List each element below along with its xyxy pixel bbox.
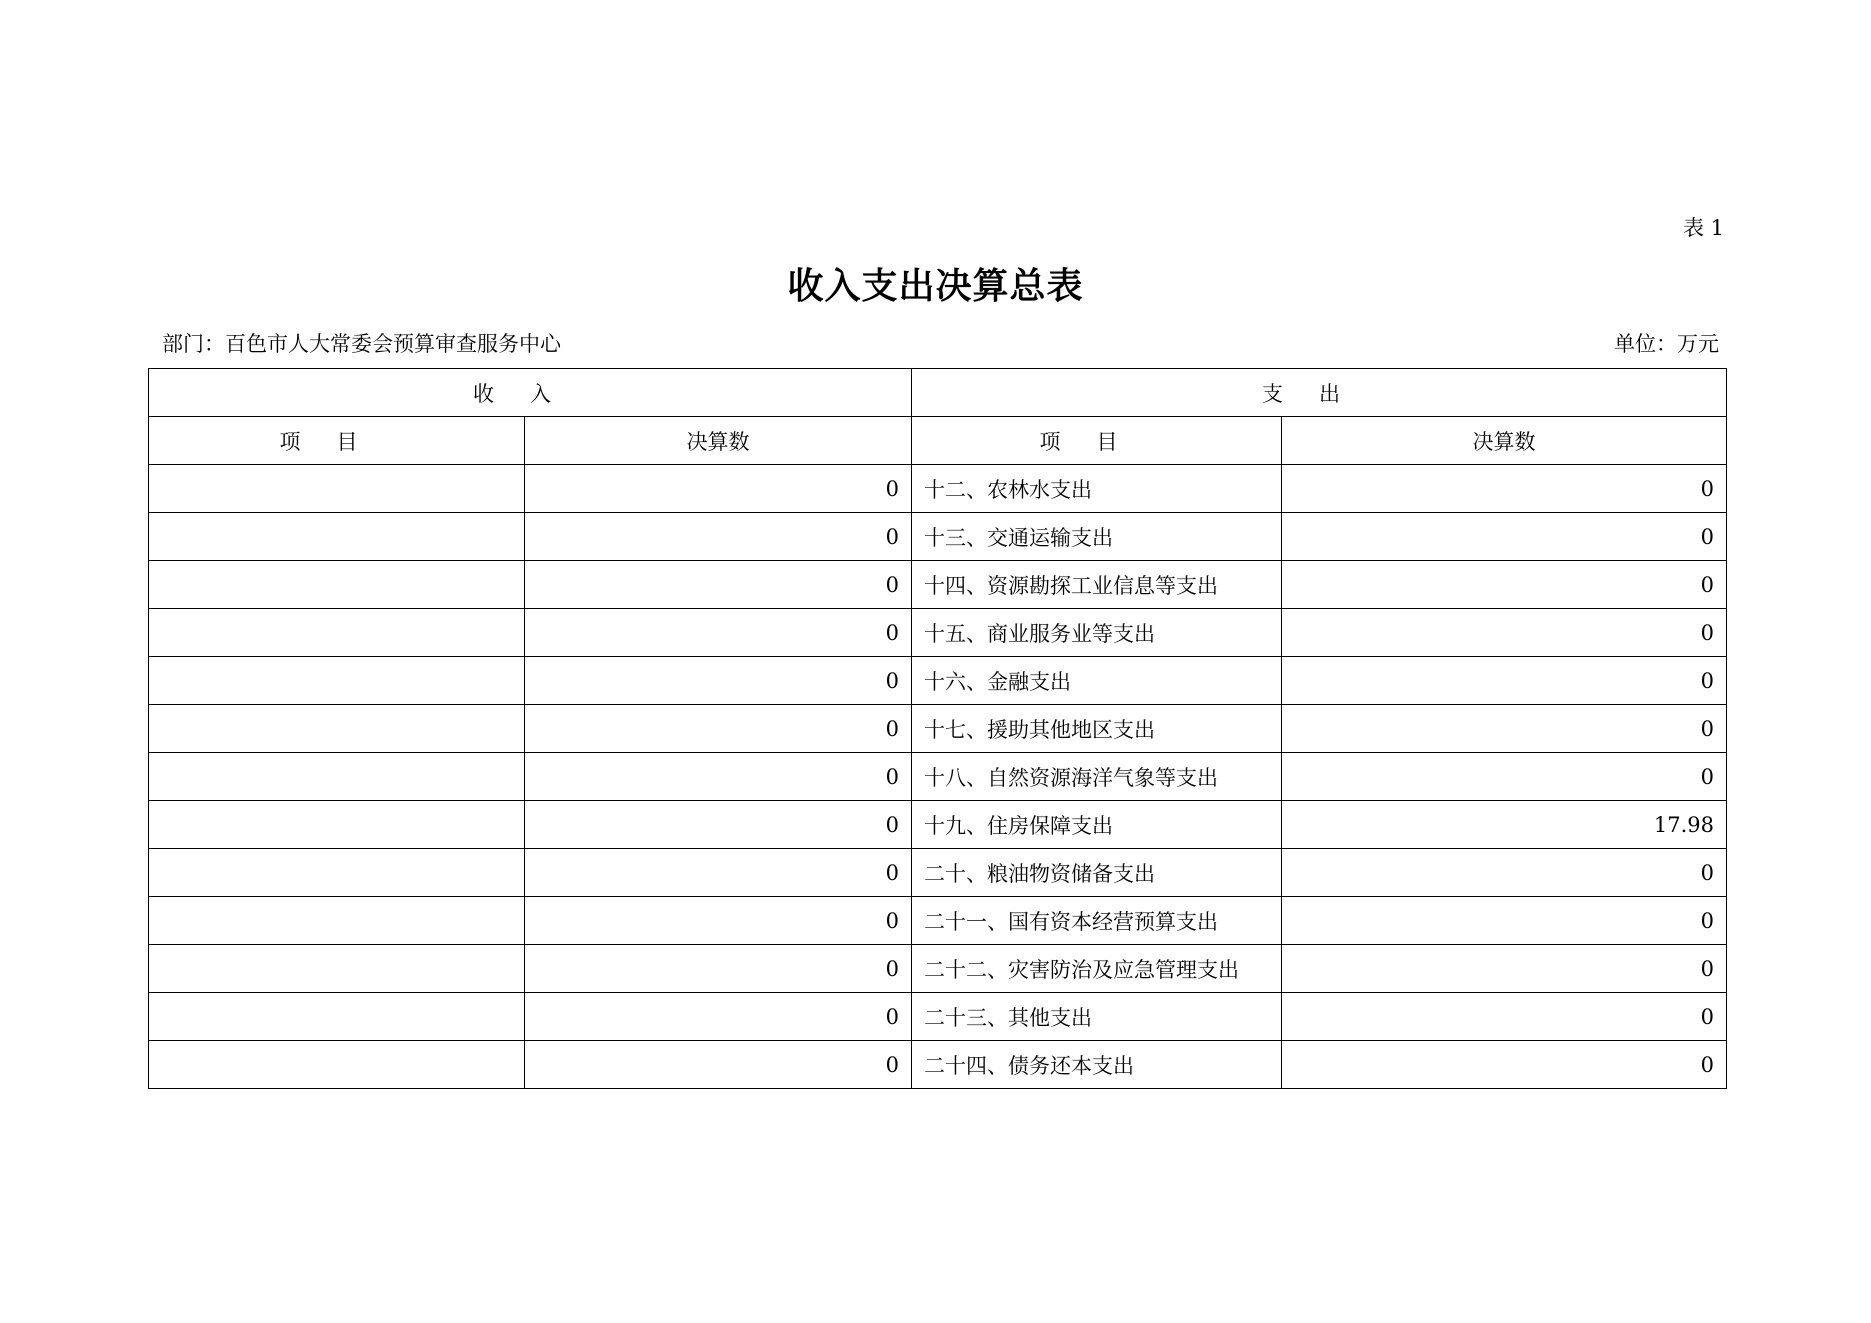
income-amount-cell: 0: [525, 801, 912, 849]
expense-amount-cell: 0: [1282, 609, 1727, 657]
income-item-cell: [149, 465, 525, 513]
income-amount-cell: 0: [525, 609, 912, 657]
expense-item-cell: 二十、粮油物资储备支出: [912, 849, 1282, 897]
income-item-cell: [149, 609, 525, 657]
income-item-cell: [149, 945, 525, 993]
income-item-cell: [149, 849, 525, 897]
income-item-cell: [149, 513, 525, 561]
table-row: [149, 897, 1727, 945]
expense-group-header: 支出: [912, 369, 1727, 417]
table-row: [149, 801, 1727, 849]
department-label: 部门：百色市人大常委会预算审查服务中心: [162, 332, 561, 356]
income-item-cell: [149, 801, 525, 849]
income-amount-cell: 0: [525, 561, 912, 609]
income-amount-cell: 0: [525, 513, 912, 561]
income-amount-cell: 0: [525, 753, 912, 801]
expense-amount-cell: 0: [1282, 993, 1727, 1041]
expense-amount-cell: 0: [1282, 513, 1727, 561]
table-row: [149, 849, 1727, 897]
expense-item-cell: 十四、资源勘探工业信息等支出: [912, 561, 1282, 609]
income-item-cell: [149, 561, 525, 609]
expense-amount-cell: 0: [1282, 945, 1727, 993]
income-amount-cell: 0: [525, 465, 912, 513]
expense-item-cell: 十二、农林水支出: [912, 465, 1282, 513]
income-amount-cell: 0: [525, 849, 912, 897]
income-amount-cell: 0: [525, 657, 912, 705]
income-item-cell: [149, 753, 525, 801]
table-row: [149, 1041, 1727, 1089]
table-row: [149, 561, 1727, 609]
income-amount-header: 决算数: [525, 417, 912, 465]
expense-amount-cell: 0: [1282, 849, 1727, 897]
expense-item-cell: 十三、交通运输支出: [912, 513, 1282, 561]
expense-amount-cell: 0: [1282, 753, 1727, 801]
expense-amount-cell: 0: [1282, 897, 1727, 945]
table-number: 表 1: [1682, 216, 1724, 240]
expense-item-cell: 二十一、国有资本经营预算支出: [912, 897, 1282, 945]
table-row: [149, 609, 1727, 657]
expense-item-cell: 二十四、债务还本支出: [912, 1041, 1282, 1089]
expense-item-cell: 二十二、灾害防治及应急管理支出: [912, 945, 1282, 993]
budget-summary-table: [148, 368, 1727, 1089]
income-item-header: 项目: [149, 417, 525, 465]
table-row: [149, 753, 1727, 801]
income-amount-cell: 0: [525, 993, 912, 1041]
table-row: [149, 705, 1727, 753]
income-item-cell: [149, 1041, 525, 1089]
income-amount-cell: 0: [525, 705, 912, 753]
expense-item-cell: 二十三、其他支出: [912, 993, 1282, 1041]
column-header-row: [149, 417, 1727, 465]
table-row: [149, 945, 1727, 993]
table-row: [149, 657, 1727, 705]
expense-amount-cell: 0: [1282, 1041, 1727, 1089]
expense-item-cell: 十七、援助其他地区支出: [912, 705, 1282, 753]
expense-item-header: 项目: [912, 417, 1282, 465]
table-row: [149, 993, 1727, 1041]
unit-label: 单位：万元: [1614, 332, 1719, 356]
expense-item-cell: 十六、金融支出: [912, 657, 1282, 705]
income-item-cell: [149, 993, 525, 1041]
expense-item-cell: 十八、自然资源海洋气象等支出: [912, 753, 1282, 801]
expense-item-cell: 十五、商业服务业等支出: [912, 609, 1282, 657]
expense-item-cell: 十九、住房保障支出: [912, 801, 1282, 849]
income-item-cell: [149, 657, 525, 705]
page-title: 收入支出决算总表: [787, 265, 1084, 307]
income-amount-cell: 0: [525, 897, 912, 945]
expense-amount-cell: 0: [1282, 705, 1727, 753]
income-amount-cell: 0: [525, 1041, 912, 1089]
income-amount-cell: 0: [525, 945, 912, 993]
income-group-header: 收入: [149, 369, 912, 417]
expense-amount-cell: 0: [1282, 657, 1727, 705]
group-header-row: [149, 369, 1727, 417]
expense-amount-cell: 0: [1282, 465, 1727, 513]
expense-amount-cell: 0: [1282, 561, 1727, 609]
expense-amount-header: 决算数: [1282, 417, 1727, 465]
income-item-cell: [149, 897, 525, 945]
table-row: [149, 513, 1727, 561]
table-row: [149, 465, 1727, 513]
expense-amount-cell: 17.98: [1282, 801, 1727, 849]
table-body: [149, 465, 1727, 1089]
income-item-cell: [149, 705, 525, 753]
